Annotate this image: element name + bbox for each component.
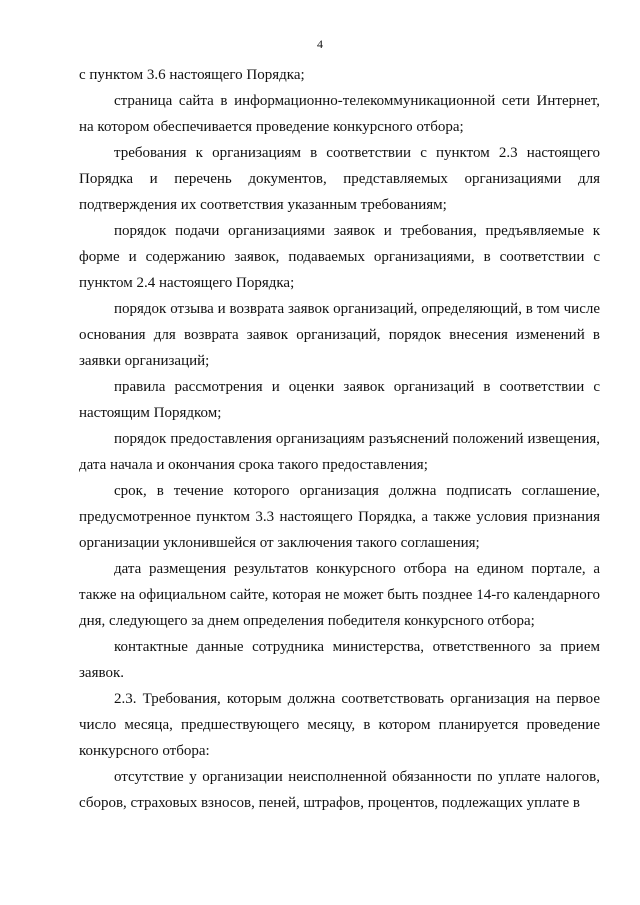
- section-paragraph: 2.3. Требования, которым должна соответствовать организация на первое число месяца, предшествующего месяцу, в котором планируется проведение конкурсного отбора:: [79, 691, 600, 759]
- paragraph: порядок отзыва и возврата заявок организаций, определяющий, в том числе основания для возврата заявок организаций, порядок внесения изменений в заявки организаций;: [79, 301, 600, 369]
- paragraph: страница сайта в информационно-телекоммуникационной сети Интернет, на котором обеспечивается проведение конкурсного отбора;: [79, 93, 600, 135]
- paragraph: правила рассмотрения и оценки заявок организаций в соответствии с настоящим Порядком;: [79, 379, 600, 421]
- document-body: [79, 62, 600, 816]
- paragraph: порядок предоставления организациям разъяснений положений извещения, дата начала и окончания срока такого предоставления;: [79, 431, 600, 473]
- paragraph: требования к организациям в соответствии с пунктом 2.3 настоящего Порядка и перечень документов, представляемых организациями для подтверждения их соответствия указанным требованиям;: [79, 145, 600, 213]
- paragraph: отсутствие у организации неисполненной обязанности по уплате налогов, сборов, страховых взносов, пеней, штрафов, процентов, подлежащих уплате в: [79, 769, 600, 811]
- paragraph: контактные данные сотрудника министерства, ответственного за прием заявок.: [79, 639, 600, 681]
- paragraph: дата размещения результатов конкурсного отбора на едином портале, а также на официальном сайте, которая не может быть позднее 14-го календарного дня, следующего за днем определения победителя конкурсного отбора;: [79, 561, 600, 629]
- page-number: 4: [317, 37, 323, 51]
- paragraph: порядок подачи организациями заявок и требования, предъявляемые к форме и содержанию заявок, подаваемых организациями, в соответствии с пунктом 2.4 настоящего Порядка;: [79, 223, 600, 291]
- paragraph: срок, в течение которого организация должна подписать соглашение, предусмотренное пунктом 3.3 настоящего Порядка, а также условия признания организации уклонившейся от заключения такого соглашения;: [79, 483, 600, 551]
- paragraph-continuation: с пунктом 3.6 настоящего Порядка;: [79, 67, 305, 83]
